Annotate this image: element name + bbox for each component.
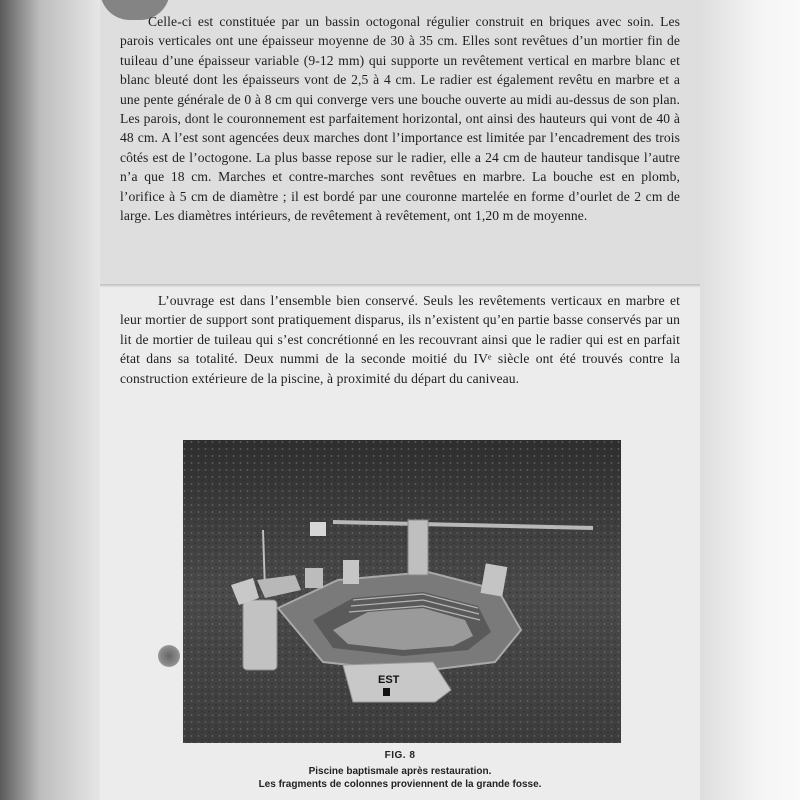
document-page (100, 0, 700, 800)
figure-caption-line-2: Les fragments de colonnes proviennent de la grande fosse. (258, 779, 542, 790)
figure-number: FIG. 8 (384, 750, 416, 761)
figure-photo (183, 440, 621, 743)
page-fold (100, 284, 700, 288)
paragraph-basin-description: Celle-ci est constituée par un bassin octogonal régulier construit en briques avec soin. Les parois verticales ont une épaisseur moyenne de 30 à 35 cm. Elles sont revêtues d’un mortier fin de tuileau d’une épaisseur variable (9-12 mm) qui supporte un revêtement vertical en marbre blanc et blanc bleuté dont les épaisseurs vont de 2,5 à 4 cm. Le radier est également revêtu en marbre et a une pente générale de 0 à 8 cm qui converge vers une bouche ouverte au midi au-dessus de son plan. Les parois, dont le couronnement est parfaitement horizontal, ont ainsi des hauteurs qui vont de 40 à 48 cm. A l’est sont agencées deux marches dont l’importance est limitée par l’encadrement des trois côtés est de l’octogone. La plus basse repose sur le radier, elle a 24 cm de hauteur tandisque l’autre n’a que 18 cm. Marches et contre-marches sont revêtues en marbre. La bouche est en plomb, l’orifice à 5 cm de diamètre ; il est bordé par une couronne martelée en forme d’ourlet de 2 cm de large. Les diamètres intérieurs, de revêtement à revêtement, ont 1,20 m de moyenne. (120, 14, 680, 224)
figure-caption-line-1: Piscine baptismale après restauration. (308, 766, 492, 777)
baptismal-pool-photo (183, 440, 621, 743)
pin-hole-icon (158, 645, 180, 667)
left-margin-shadow (0, 0, 100, 800)
photo-label: EST (378, 674, 400, 686)
right-margin (700, 0, 800, 800)
paragraph-conservation: L’ouvrage est dans l’ensemble bien conservé. Seuls les revêtements verticaux en marbre et leur mortier de support sont pratiquement disparus, ils n’existent qu’en partie basse conservés par un lit de mortier de tuileau qui s’est concrétionné en les recouvrant ainsi que le radier qui est en parfait état dans sa totalité. Deux nummi de la seconde moitié du IVᵉ siècle ont été trouvés contre la construction extérieure de la piscine, à proximité du départ du caniveau. (120, 293, 680, 386)
